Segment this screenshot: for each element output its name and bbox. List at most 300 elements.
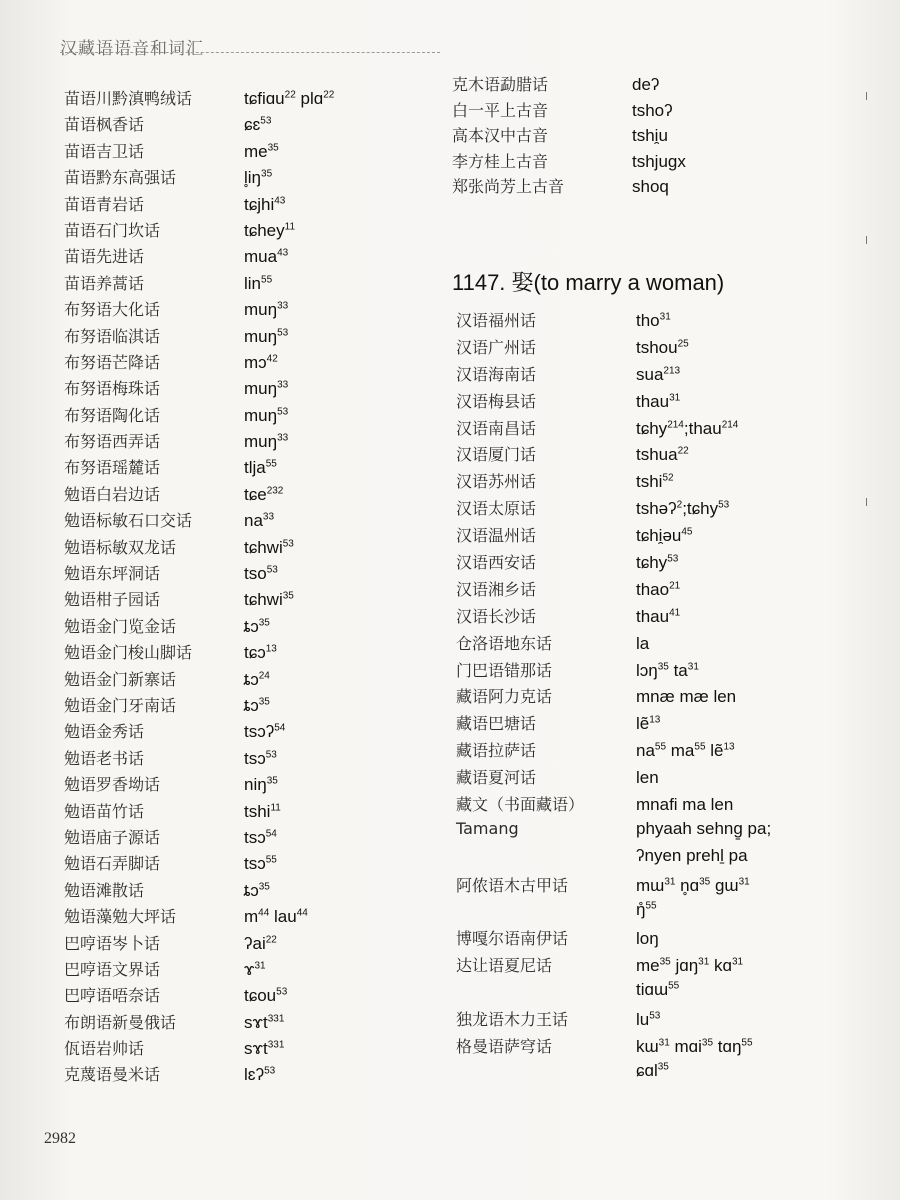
entry-row — [64, 139, 334, 165]
tone-number: 53 — [649, 1010, 661, 1022]
form-text: lau — [269, 907, 297, 927]
dialect-name: 巴哼语唔奈话 — [64, 986, 161, 1006]
word-form — [244, 617, 270, 637]
dialect-name: 苗语黔东高强话 — [64, 168, 177, 188]
tone-number: 33 — [277, 379, 289, 391]
form-text: ɤ — [244, 959, 255, 979]
form-text: ȶɔ — [244, 880, 259, 900]
entry-row — [64, 455, 334, 481]
entry-row — [456, 416, 771, 443]
tone-number: 43 — [274, 194, 286, 206]
word-form — [636, 795, 733, 815]
tone-number: 35 — [701, 1037, 714, 1049]
dialect-name: 高本汉中古音 — [452, 126, 549, 145]
tone-number: 42 — [266, 353, 278, 365]
dialect-name: 勉语金门览金话 — [64, 616, 177, 636]
tone-number: 45 — [681, 526, 693, 538]
word-form — [636, 929, 659, 949]
dialect-name: 布努语大化话 — [64, 300, 161, 320]
entry-row — [64, 86, 334, 112]
word-form — [244, 749, 277, 769]
dialect-name: 苗语川黔滇鸭绒话 — [64, 89, 193, 108]
form-text: tshi̯u — [632, 126, 668, 145]
word-form — [636, 1010, 660, 1030]
form-text: tshjugx — [632, 151, 686, 171]
word-form — [632, 152, 686, 172]
entry-row — [456, 953, 771, 980]
dialect-name: 勉语东坪洞话 — [64, 564, 161, 584]
form-text: tɕɔ — [244, 643, 266, 663]
dialect-name: 布努语梅珠话 — [64, 379, 161, 399]
section-title: 1147. 娶(to marry a woman) — [452, 270, 725, 295]
entry-row — [64, 297, 334, 323]
form-text: tɕhwi — [244, 590, 283, 610]
form-text: la — [636, 633, 650, 653]
form-text: ta — [668, 660, 688, 680]
form-text: tɕjhi — [244, 194, 275, 214]
word-form — [636, 445, 689, 465]
entry-row — [64, 693, 334, 719]
dialect-name: 阿侬语木古甲话 — [456, 875, 569, 895]
word-form — [244, 353, 278, 373]
tone-number: 35 — [282, 590, 294, 602]
entry-row — [64, 640, 334, 666]
margin-mark — [866, 92, 867, 100]
entry-row — [64, 851, 334, 877]
form-text: tshəʔ — [636, 499, 677, 519]
form-text: tsɔ — [244, 748, 266, 768]
tone-number: 53 — [264, 1065, 276, 1077]
entry-row — [64, 614, 334, 640]
entry-row — [64, 403, 334, 429]
dialect-name: 勉语金门新寨话 — [64, 669, 177, 689]
form-text: muŋ — [244, 379, 278, 399]
word-form — [636, 661, 699, 681]
word-form — [244, 643, 277, 663]
tone-number: 53 — [277, 406, 289, 418]
tone-number: 22 — [323, 89, 335, 101]
form-text: tlja — [244, 458, 266, 478]
dialect-name: 布朗语新曼俄话 — [64, 1012, 177, 1032]
word-form — [244, 221, 295, 241]
entry-row — [64, 482, 334, 508]
entry-row — [456, 335, 771, 362]
tone-number: 11 — [284, 221, 296, 233]
entry-row — [64, 535, 334, 561]
form-text: ;thau — [683, 418, 722, 438]
dialect-name: 汉语福州话 — [456, 311, 537, 330]
entry-row — [64, 772, 334, 798]
word-form — [244, 564, 278, 584]
form-text: kɯ — [636, 1037, 659, 1057]
word-form — [632, 101, 673, 121]
entry-row — [64, 799, 334, 825]
form-text: lin — [244, 273, 262, 293]
dialect-name: 巴哼语文界话 — [64, 959, 161, 979]
form-text: ȶɔ — [244, 695, 259, 715]
form-text: ȶɔ — [244, 669, 259, 689]
dialect-name: 汉语长沙话 — [456, 606, 537, 626]
tone-number: 214 — [721, 418, 739, 430]
word-form — [636, 846, 748, 866]
entry-row — [64, 165, 334, 191]
form-text: tshi — [636, 472, 663, 492]
dialect-name: 勉语滩散话 — [64, 880, 145, 900]
form-text: tɕhwi — [244, 537, 283, 557]
tone-number: 232 — [266, 485, 284, 497]
word-form — [636, 338, 689, 358]
entry-row — [64, 376, 334, 402]
entry-row — [456, 1034, 771, 1061]
tone-number: 31 — [738, 876, 750, 888]
entry-row — [456, 873, 771, 900]
form-text: sɤt — [244, 1039, 268, 1059]
form-text: mɑi — [669, 1037, 702, 1057]
dialect-name: 独龙语木力王话 — [456, 1010, 569, 1030]
tone-number: 33 — [262, 511, 275, 523]
word-form — [636, 365, 680, 385]
entry-row — [64, 587, 334, 613]
entry-row — [456, 577, 771, 604]
form-text: mnæ mæ len — [636, 687, 737, 707]
entry-row — [64, 218, 334, 244]
entry-row — [456, 523, 771, 550]
dialect-name: 苗语石门坎话 — [64, 220, 161, 240]
entry-row — [452, 149, 686, 175]
form-text: me — [636, 956, 660, 976]
form-text: m — [244, 907, 259, 927]
word-form — [244, 89, 334, 109]
word-form — [244, 881, 270, 901]
dialect-name: 汉语西安话 — [456, 553, 537, 573]
tone-number: 13 — [723, 741, 735, 753]
form-text: phyaah sehng̱ pa; — [636, 818, 772, 838]
entry-row — [456, 550, 771, 577]
tone-number: 22 — [265, 933, 277, 945]
entry-row — [64, 957, 334, 983]
tone-number: 54 — [274, 722, 286, 734]
word-form — [244, 802, 281, 822]
tone-number: 22 — [677, 445, 689, 457]
tone-number: 31 — [659, 311, 671, 323]
tone-number: 55 — [741, 1037, 753, 1049]
dialect-name: 达让语夏尼话 — [456, 956, 553, 976]
header-rule — [60, 52, 440, 53]
form-text: lu — [636, 1010, 650, 1030]
dialect-name: 布努语临淇话 — [64, 326, 161, 346]
entry-row — [456, 765, 771, 792]
tone-number: 31 — [731, 956, 744, 968]
entry-row — [456, 1007, 771, 1034]
word-form — [636, 580, 680, 600]
form-text: n̥ɑ — [675, 875, 700, 895]
word-form — [244, 696, 270, 716]
entry-row — [64, 1010, 334, 1036]
form-text: jɑŋ — [670, 956, 699, 976]
entry-row — [456, 362, 771, 389]
tone-number: 331 — [267, 1013, 285, 1025]
tone-number: 24 — [258, 669, 270, 681]
entry-row — [452, 98, 686, 124]
entry-row — [64, 192, 334, 218]
form-text: na — [636, 741, 655, 761]
tone-number: 53 — [718, 499, 730, 511]
entry-row — [452, 72, 686, 98]
tone-number: 44 — [296, 907, 308, 919]
entry-row — [456, 980, 771, 1007]
entry-row — [64, 983, 334, 1009]
word-form — [636, 553, 678, 573]
dialect-name: 勉语金门牙南话 — [64, 695, 177, 715]
dialect-name: 勉语庙子源话 — [64, 827, 161, 847]
form-text: mua — [244, 247, 278, 267]
tone-number: 13 — [265, 643, 277, 655]
form-text: tɕe — [244, 484, 267, 504]
word-form — [632, 126, 668, 146]
dialect-name: 勉语金门梭山脚话 — [64, 643, 193, 663]
dialect-name: 佤语岩帅话 — [64, 1039, 145, 1059]
dialect-name: 藏文（书面藏语） — [456, 795, 585, 815]
dialect-name: 布努语西弄话 — [64, 432, 161, 452]
entry-row — [456, 308, 771, 335]
dialect-name: 布努语陶化话 — [64, 405, 161, 425]
entry-row — [456, 711, 771, 738]
word-form — [244, 379, 288, 399]
form-text: lɛʔ — [244, 1065, 265, 1085]
word-form — [636, 819, 771, 839]
dialect-name: 格曼语萨穹话 — [456, 1037, 553, 1057]
word-form — [244, 458, 277, 478]
entry-row — [64, 1036, 334, 1062]
dialect-name: 汉语厦门话 — [456, 445, 537, 465]
dialect-name: 克蔑语曼米话 — [64, 1065, 161, 1085]
word-form — [244, 327, 288, 347]
tone-number: 2 — [676, 499, 683, 511]
entry-row — [456, 684, 771, 711]
form-text: ma — [666, 741, 695, 761]
form-text: tshi — [244, 801, 271, 821]
dialect-name: 勉语罗香坳话 — [64, 775, 161, 795]
word-form — [244, 670, 270, 690]
entry-row — [456, 1061, 771, 1088]
form-text: len — [636, 768, 659, 788]
word-form — [244, 722, 285, 742]
tone-number: 44 — [258, 907, 270, 919]
form-text: lẽ — [636, 714, 650, 734]
dialect-name: 苗语枫香话 — [64, 115, 145, 135]
word-form — [244, 274, 272, 294]
form-text: tsɔ — [244, 854, 266, 874]
tone-number: 53 — [277, 326, 289, 338]
word-form — [636, 607, 680, 627]
form-text: thau — [636, 391, 670, 411]
dialect-name: 苗语吉卫话 — [64, 141, 145, 161]
tone-number: 31 — [669, 392, 681, 404]
tone-number: 31 — [254, 960, 266, 972]
entry-row — [64, 429, 334, 455]
tone-number: 33 — [277, 300, 289, 312]
word-form — [244, 247, 288, 267]
word-form — [636, 980, 679, 1000]
entry-row — [64, 561, 334, 587]
dialect-name: 勉语石弄脚话 — [64, 854, 161, 874]
dialect-name: 勉语金秀话 — [64, 722, 145, 742]
dialect-name: 藏语阿力克话 — [456, 687, 553, 707]
word-form — [636, 768, 659, 788]
dialect-name: 克木语勐腊话 — [452, 75, 549, 94]
tone-number: 31 — [698, 956, 710, 968]
dialect-name: 勉语标敏双龙话 — [64, 537, 177, 557]
form-text: mɯ — [636, 875, 665, 895]
dialect-name: 汉语太原话 — [456, 499, 537, 519]
form-text: ʔai — [244, 933, 266, 953]
entry-row — [456, 792, 771, 819]
tone-number: 35 — [659, 956, 671, 968]
entry-row — [452, 174, 686, 200]
running-head: 汉藏语语音和词汇 — [60, 39, 204, 59]
dialect-name: Tamang — [456, 818, 519, 838]
dialect-name: 勉语柑子园话 — [64, 590, 161, 610]
right-column-entries — [456, 308, 771, 1088]
tone-number: 35 — [657, 660, 669, 672]
dialect-name: 郑张尚芳上古音 — [452, 177, 565, 196]
word-form — [244, 854, 277, 874]
entry-row — [64, 1062, 334, 1088]
tone-number: 55 — [261, 274, 273, 286]
dialect-name: 布努语瑶麓话 — [64, 458, 161, 478]
entry-row — [456, 469, 771, 496]
entry-row — [64, 746, 334, 772]
margin-mark — [866, 498, 867, 506]
word-form — [636, 419, 738, 439]
form-text: thau — [636, 606, 670, 626]
tone-number: 35 — [657, 1061, 669, 1073]
form-text: tiɑɯ — [636, 980, 669, 1000]
form-text: gɯ — [710, 875, 739, 895]
entry-row — [456, 631, 771, 658]
form-text: tso — [244, 564, 267, 584]
word-form — [636, 687, 736, 707]
tone-number: 213 — [663, 365, 681, 377]
tone-number: 54 — [265, 828, 277, 840]
dialect-name: 布努语芒降话 — [64, 352, 161, 372]
dialect-name: 汉语海南话 — [456, 364, 537, 384]
word-form — [632, 177, 669, 197]
dialect-name: 藏语巴塘话 — [456, 714, 537, 734]
form-text: tshua — [636, 445, 678, 465]
word-form — [244, 168, 272, 188]
dialect-name: 勉语藻勉大坪话 — [64, 907, 177, 927]
word-form — [636, 392, 680, 412]
form-text: lɔŋ — [636, 660, 658, 680]
entry-row — [456, 900, 771, 927]
tone-number: 35 — [258, 617, 270, 629]
tone-number: 43 — [277, 247, 289, 259]
word-form — [636, 1061, 669, 1081]
word-form — [244, 432, 288, 452]
entry-row — [64, 667, 334, 693]
word-form — [244, 1065, 275, 1085]
tone-number: 53 — [667, 553, 679, 565]
form-text: plɑ — [295, 89, 324, 108]
form-text: sɤt — [244, 1012, 268, 1032]
entry-row — [456, 604, 771, 631]
dialect-name: 藏语拉萨话 — [456, 741, 537, 761]
entry-row — [452, 123, 686, 149]
form-text: deʔ — [632, 75, 660, 94]
entry-row — [456, 819, 771, 846]
word-form — [636, 876, 750, 896]
tone-number: 25 — [677, 338, 689, 350]
dialect-name: 汉语湘乡话 — [456, 579, 537, 599]
form-text: tho — [636, 311, 660, 330]
tone-number: 35 — [261, 168, 273, 180]
tone-number: 33 — [277, 432, 289, 444]
dialect-name: 苗语青岩话 — [64, 194, 145, 214]
form-text: mnafi ma len — [636, 795, 734, 815]
form-text: tshoʔ — [632, 100, 673, 120]
word-form — [244, 115, 271, 135]
form-text: loŋ — [636, 929, 659, 949]
tone-number: 41 — [669, 607, 681, 619]
dialect-name: 白一平上古音 — [452, 100, 549, 120]
word-form — [244, 775, 278, 795]
tone-number: 55 — [265, 854, 277, 866]
form-text: tɕhy — [636, 553, 668, 573]
entry-row — [64, 112, 334, 138]
dialect-name: 勉语老书话 — [64, 748, 145, 768]
entry-row — [64, 350, 334, 376]
tone-number: 53 — [276, 986, 288, 998]
tone-number: 53 — [265, 749, 277, 761]
tone-number: 11 — [270, 801, 281, 813]
form-text: ʔnyen prehḻ pa — [636, 845, 748, 865]
word-form — [244, 538, 294, 558]
tone-number: 55 — [654, 741, 667, 753]
dialect-name: 汉语梅县话 — [456, 391, 537, 411]
entry-row — [456, 738, 771, 765]
word-form — [636, 499, 729, 519]
tone-number: 55 — [265, 458, 277, 470]
word-form — [244, 1039, 284, 1059]
tone-number: 35 — [258, 881, 270, 893]
form-text: tɕfiɑu — [244, 89, 285, 108]
form-text: lẽ — [705, 741, 724, 761]
entry-row — [64, 719, 334, 745]
dialect-name: 勉语白岩边话 — [64, 484, 161, 504]
word-form — [636, 1037, 753, 1057]
word-form — [636, 634, 649, 654]
dialect-name: 李方桂上古音 — [452, 151, 549, 171]
dialect-name: 博嘎尔语南伊话 — [456, 929, 569, 949]
tone-number: 35 — [266, 775, 278, 787]
form-text: mɔ — [244, 352, 267, 372]
tone-number: 55 — [645, 899, 657, 911]
word-form — [636, 311, 671, 331]
tone-number: 31 — [658, 1037, 670, 1049]
word-form — [636, 472, 674, 492]
entry-row — [456, 496, 771, 523]
dialect-name: 门巴语错那话 — [456, 660, 553, 680]
entry-row — [456, 926, 771, 953]
word-form — [244, 142, 279, 162]
dialect-name: 汉语苏州话 — [456, 472, 537, 492]
entry-row — [64, 244, 334, 270]
dialect-name: 勉语苗竹话 — [64, 801, 145, 821]
dialect-name: 勉语标敏石口交话 — [64, 511, 193, 531]
tone-number: 22 — [284, 89, 296, 101]
tone-number: 55 — [694, 741, 706, 753]
